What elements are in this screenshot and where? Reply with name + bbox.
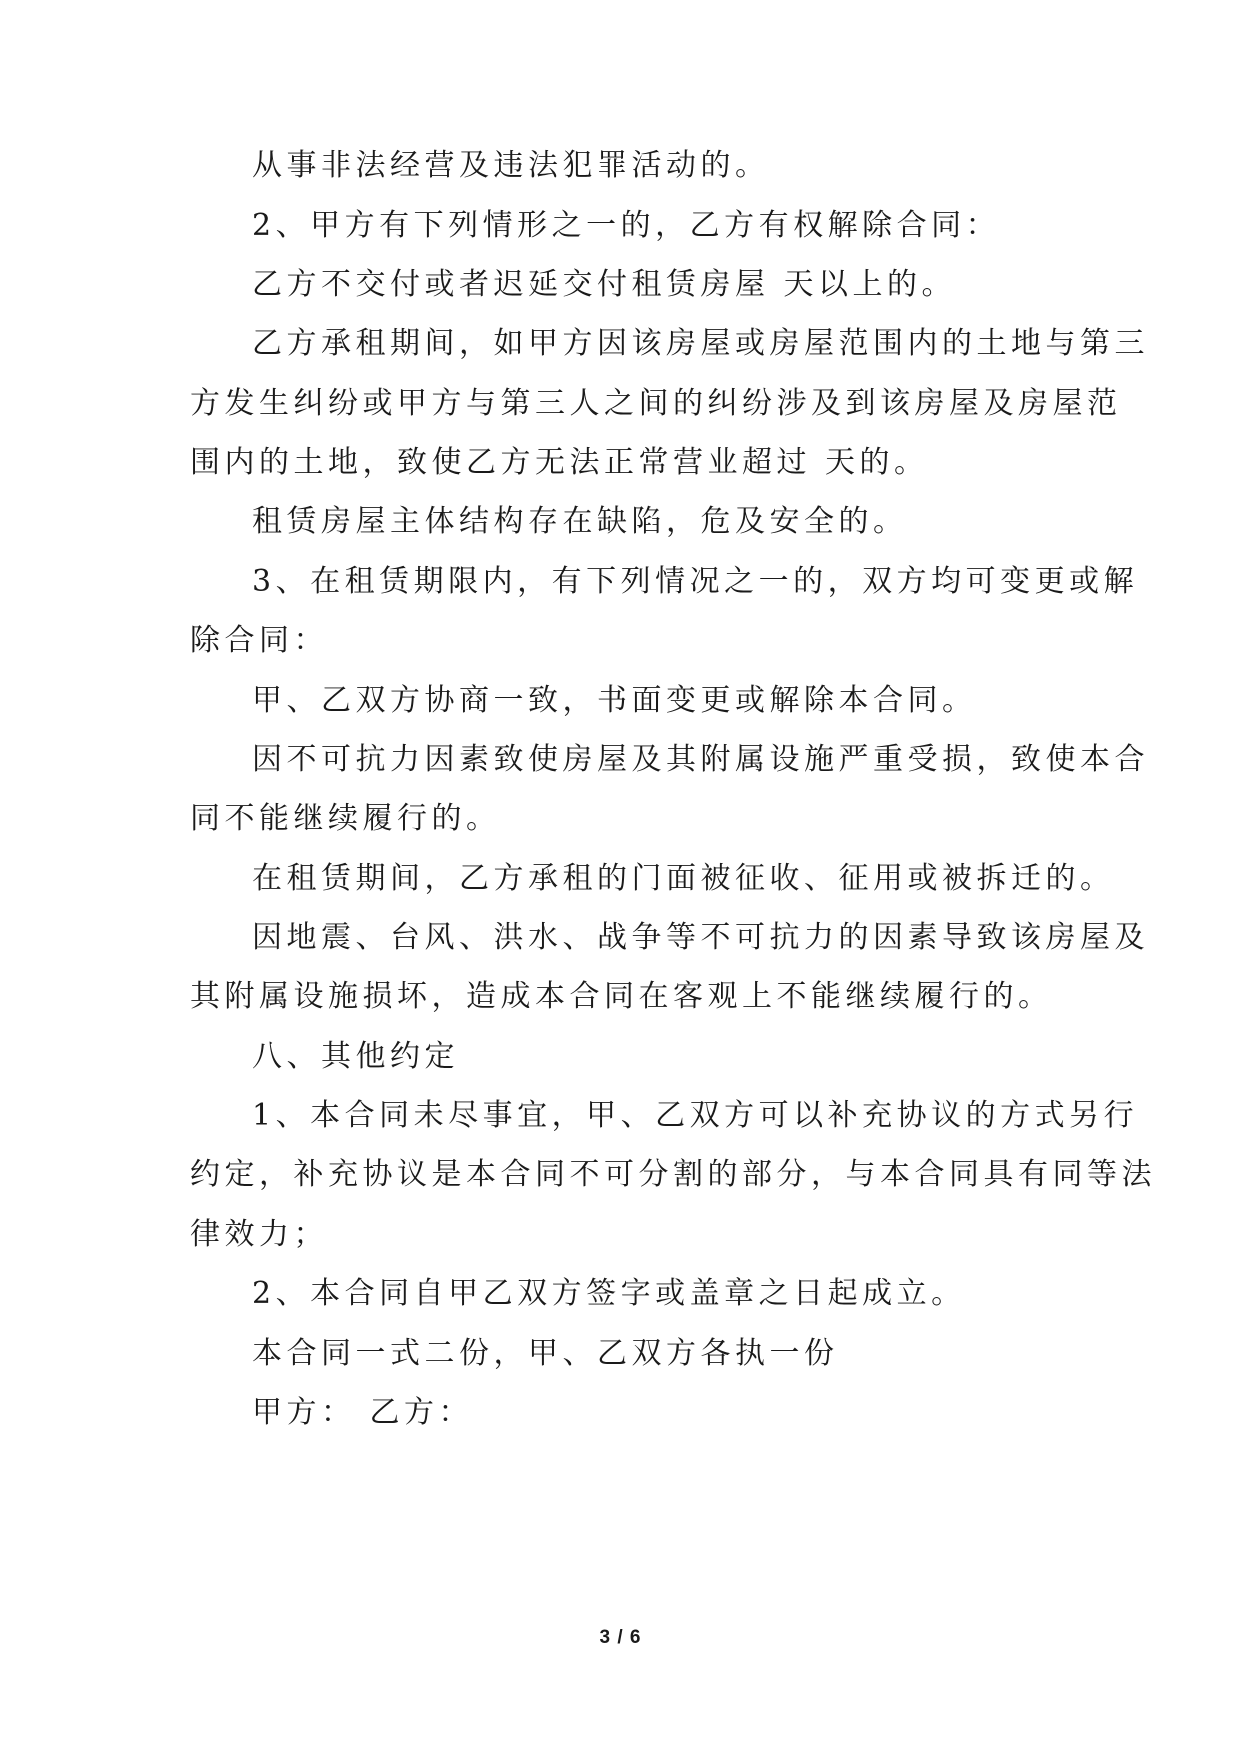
text-line: 在租赁期间，乙方承租的门面被征收、征用或被拆迁的。 (252, 861, 1115, 896)
text-line: 1、本合同未尽事宜，甲、乙双方可以补充协议的方式另行 (252, 1098, 1139, 1133)
text-line: 因地震、台风、洪水、战争等不可抗力的因素导致该房屋及 (252, 920, 1149, 955)
text-line: 租赁房屋主体结构存在缺陷，危及安全的。 (252, 504, 908, 539)
text-line: 围内的土地，致使乙方无法正常营业超过 天的。 (190, 445, 929, 480)
text-line: 因不可抗力因素致使房屋及其附属设施严重受损，致使本合 (252, 742, 1149, 777)
page-number: 3 / 6 (599, 1627, 642, 1648)
signature-line: 甲方： 乙方： (252, 1395, 474, 1430)
text-line: 方发生纠纷或甲方与第三人之间的纠纷涉及到该房屋及房屋范 (190, 386, 1122, 421)
text-line: 从事非法经营及违法犯罪活动的。 (252, 148, 770, 183)
text-line: 本合同一式二份，甲、乙双方各执一份 (252, 1336, 839, 1371)
text-line: 同不能继续履行的。 (190, 801, 501, 836)
text-line: 甲、乙双方协商一致，书面变更或解除本合同。 (252, 683, 977, 718)
section-heading: 八、其他约定 (252, 1039, 459, 1074)
text-line: 律效力； (190, 1217, 328, 1252)
text-line: 2、甲方有下列情形之一的，乙方有权解除合同： (252, 208, 1001, 243)
text-line: 2、本合同自甲乙双方签字或盖章之日起成立。 (252, 1276, 966, 1311)
text-line: 约定，补充协议是本合同不可分割的部分，与本合同具有同等法 (190, 1157, 1156, 1192)
text-line: 其附属设施损坏，造成本合同在客观上不能继续履行的。 (190, 979, 1053, 1014)
text-line: 3、在租赁期限内，有下列情况之一的，双方均可变更或解 (252, 564, 1139, 599)
text-line: 乙方承租期间，如甲方因该房屋或房屋范围内的土地与第三 (252, 326, 1149, 361)
text-line: 乙方不交付或者迟延交付租赁房屋 天以上的。 (252, 267, 957, 302)
text-line: 除合同： (190, 623, 328, 658)
